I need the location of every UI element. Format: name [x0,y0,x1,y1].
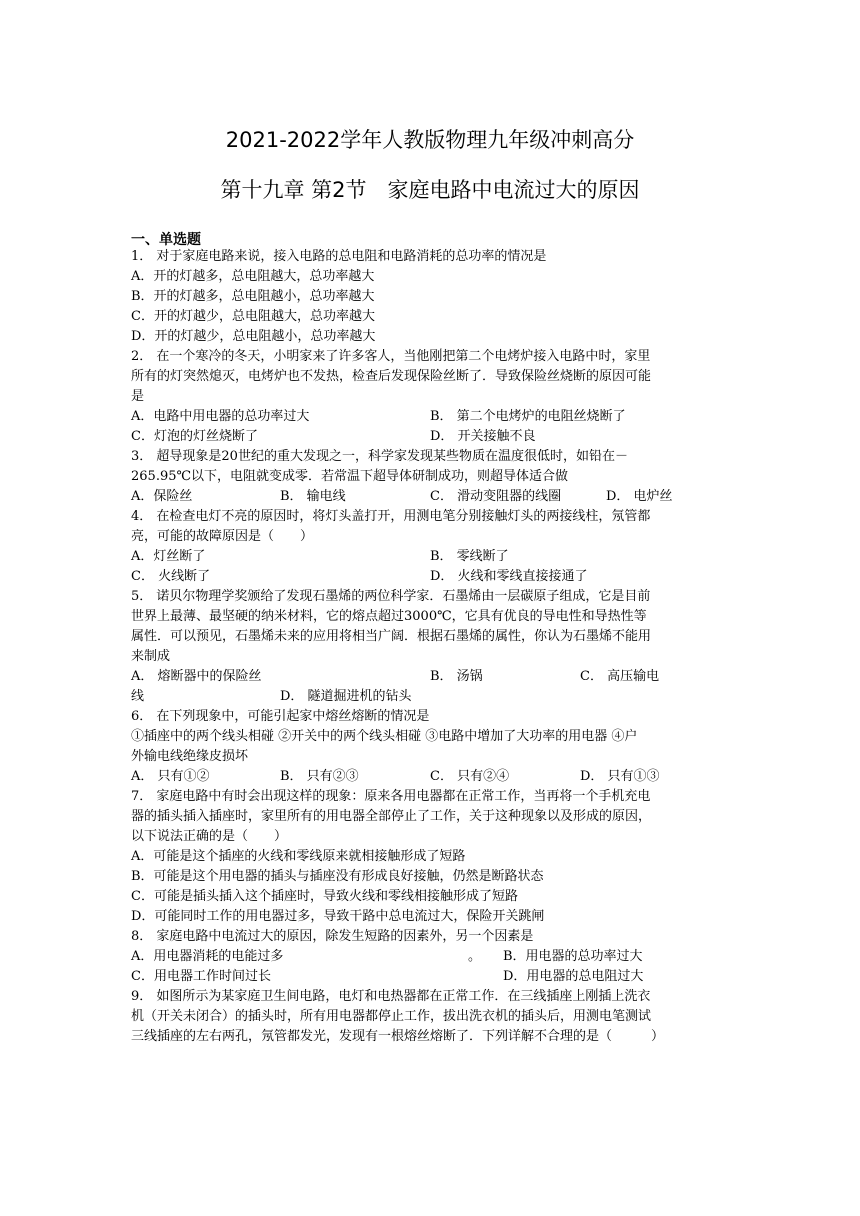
question-7-option-a: A．可能是这个插座的火线和零线原来就相接触形成了短路 [131,849,466,864]
question-2-stem-line3: 是 [131,389,145,404]
question-1-option-c: C．开的灯越少，总电阻越大，总功率越大 [131,309,375,324]
question-2-option-c: C．灯泡的灯丝烧断了 [131,429,258,444]
question-9-stem-line2: 机（开关未闭合）的插头时，所有用电器都停止工作，拔出洗衣机的插头后，用测电笔测试 [131,1009,652,1024]
question-3-stem-line1: 3． 超导现象是20世纪的重大发现之一，科学家发现某些物质在温度很低时，如铅在－ [131,449,628,464]
question-3-option-b: B． 输电线 [280,489,346,504]
section-heading: 一、单选题 [131,232,201,248]
question-8-option-c: C．用电器工作时间过长 [131,969,271,984]
question-5-option-c: C． 高压输电 [580,669,660,684]
question-6-stem-line2: ①插座中的两个线头相碰 ②开关中的两个线头相碰 ③电路中增加了大功率的用电器 ④户 [131,729,638,744]
question-8-option-b: B．用电器的总功率过大 [503,949,643,964]
question-7-option-d: D．可能同时工作的用电器过多，导致干路中总电流过大，保险开关跳闸 [131,909,545,924]
question-1-option-b: B．开的灯越多，总电阻越小，总功率越大 [131,289,375,304]
question-2-stem-line1: 2． 在一个寒冷的冬天，小明家来了许多客人，当他刚把第二个电烤炉接入电路中时，家里 [131,349,651,364]
page-title: 2021-2022学年人教版物理九年级冲刺高分 [225,128,635,152]
question-3-stem-line2: 265.95℃以下，电阻就变成零．若常温下超导体研制成功，则超导体适合做 [131,469,569,484]
question-8-stem: 8． 家庭电路中电流过大的原因，除发生短路的因素外，另一个因素是 [131,929,534,944]
question-5-stem-line3: 属性．可以预见，石墨烯未来的应用将相当广阔．根据石墨烯的属性，你认为石墨烯不能用 [131,629,652,644]
question-4-option-c: C． 火线断了 [131,569,211,584]
question-6-option-d: D． 只有①③ [580,769,660,784]
question-1-stem: 1． 对于家庭电路来说，接入电路的总电阻和电路消耗的总功率的情况是 [131,249,547,264]
question-5-option-c-continued: 线 [131,689,145,704]
question-4-option-b: B． 零线断了 [430,549,509,564]
question-6-option-c: C． 只有②④ [430,769,510,784]
question-5-option-d: D． 隧道掘进机的钻头 [280,689,412,704]
question-4-option-a: A．灯丝断了 [131,549,206,564]
question-8-option-a: A．用电器消耗的电能过多 [131,949,284,964]
question-2-option-d: D． 开关接触不良 [430,429,536,444]
question-8-stray-mark: 。 [468,949,482,964]
question-4-stem-line2: 亮，可能的故障原因是（ ） [131,529,314,544]
question-7-option-b: B．可能是这个用电器的插头与插座没有形成良好接触，仍然是断路状态 [131,869,544,884]
question-6-option-b: B． 只有②③ [280,769,359,784]
question-6-option-a: A． 只有①② [131,769,210,784]
question-2-option-a: A．电路中用电器的总功率过大 [131,409,310,424]
question-7-option-c: C．可能是插头插入这个插座时，导致火线和零线相接触形成了短路 [131,889,518,904]
question-2-stem-line2: 所有的灯突然熄灭，电烤炉也不发热，检查后发现保险丝断了．导致保险丝烧断的原因可能 [131,369,652,384]
question-2-option-b: B． 第二个电烤炉的电阻丝烧断了 [430,409,626,424]
question-5-stem-line2: 世界上最薄、最坚硬的纳米材料，它的熔点超过3000℃，它具有优良的导电性和导热性等 [131,609,647,624]
question-3-option-a: A．保险丝 [131,489,193,504]
question-1-option-d: D．开的灯越少，总电阻越小，总功率越大 [131,329,376,344]
question-4-option-d: D． 火线和零线直接接通了 [430,569,588,584]
question-4-stem-line1: 4． 在检查电灯不亮的原因时，将灯头盖打开，用测电笔分别接触灯头的两接线柱，氖管都 [131,509,651,524]
question-5-option-a: A． 熔断器中的保险丝 [131,669,262,684]
question-9-stem-line3: 三线插座的左右两孔，氖管都发光，发现有一根熔丝熔断了．下列详解不合理的是（ ） [131,1029,665,1044]
question-7-stem-line1: 7． 家庭电路中有时会出现这样的现象：原来各用电器都在正常工作，当再将一个手机充电 [131,789,651,804]
question-3-option-d: D． 电炉丝 [606,489,673,504]
question-9-stem-line1: 9． 如图所示为某家庭卫生间电路，电灯和电热器都在正常工作．在三线插座上刚插上洗衣 [131,989,651,1004]
question-1-option-a: A．开的灯越多，总电阻越大，总功率越大 [131,269,375,284]
question-6-stem-line3: 外输电线绝缘皮损坏 [131,749,249,764]
question-6-stem-line1: 6． 在下列现象中，可能引起家中熔丝熔断的情况是 [131,709,430,724]
page-subtitle: 第十九章 第2节 家庭电路中电流过大的原因 [220,178,640,202]
question-7-stem-line2: 器的插头插入插座时，家里所有的用电器全部停止了工作，关于这种现象以及形成的原因， [131,809,652,824]
question-5-option-b: B． 汤锅 [430,669,483,684]
question-5-stem-line1: 5． 诺贝尔物理学奖颁给了发现石墨烯的两位科学家．石墨烯由一层碳原子组成，它是目前 [131,589,651,604]
question-5-stem-line4: 来制成 [131,649,171,664]
question-7-stem-line3: 以下说法正确的是（ ） [131,829,288,844]
question-3-option-c: C． 滑动变阻器的线圈 [430,489,562,504]
question-8-option-d: D．用电器的总电阻过大 [503,969,644,984]
